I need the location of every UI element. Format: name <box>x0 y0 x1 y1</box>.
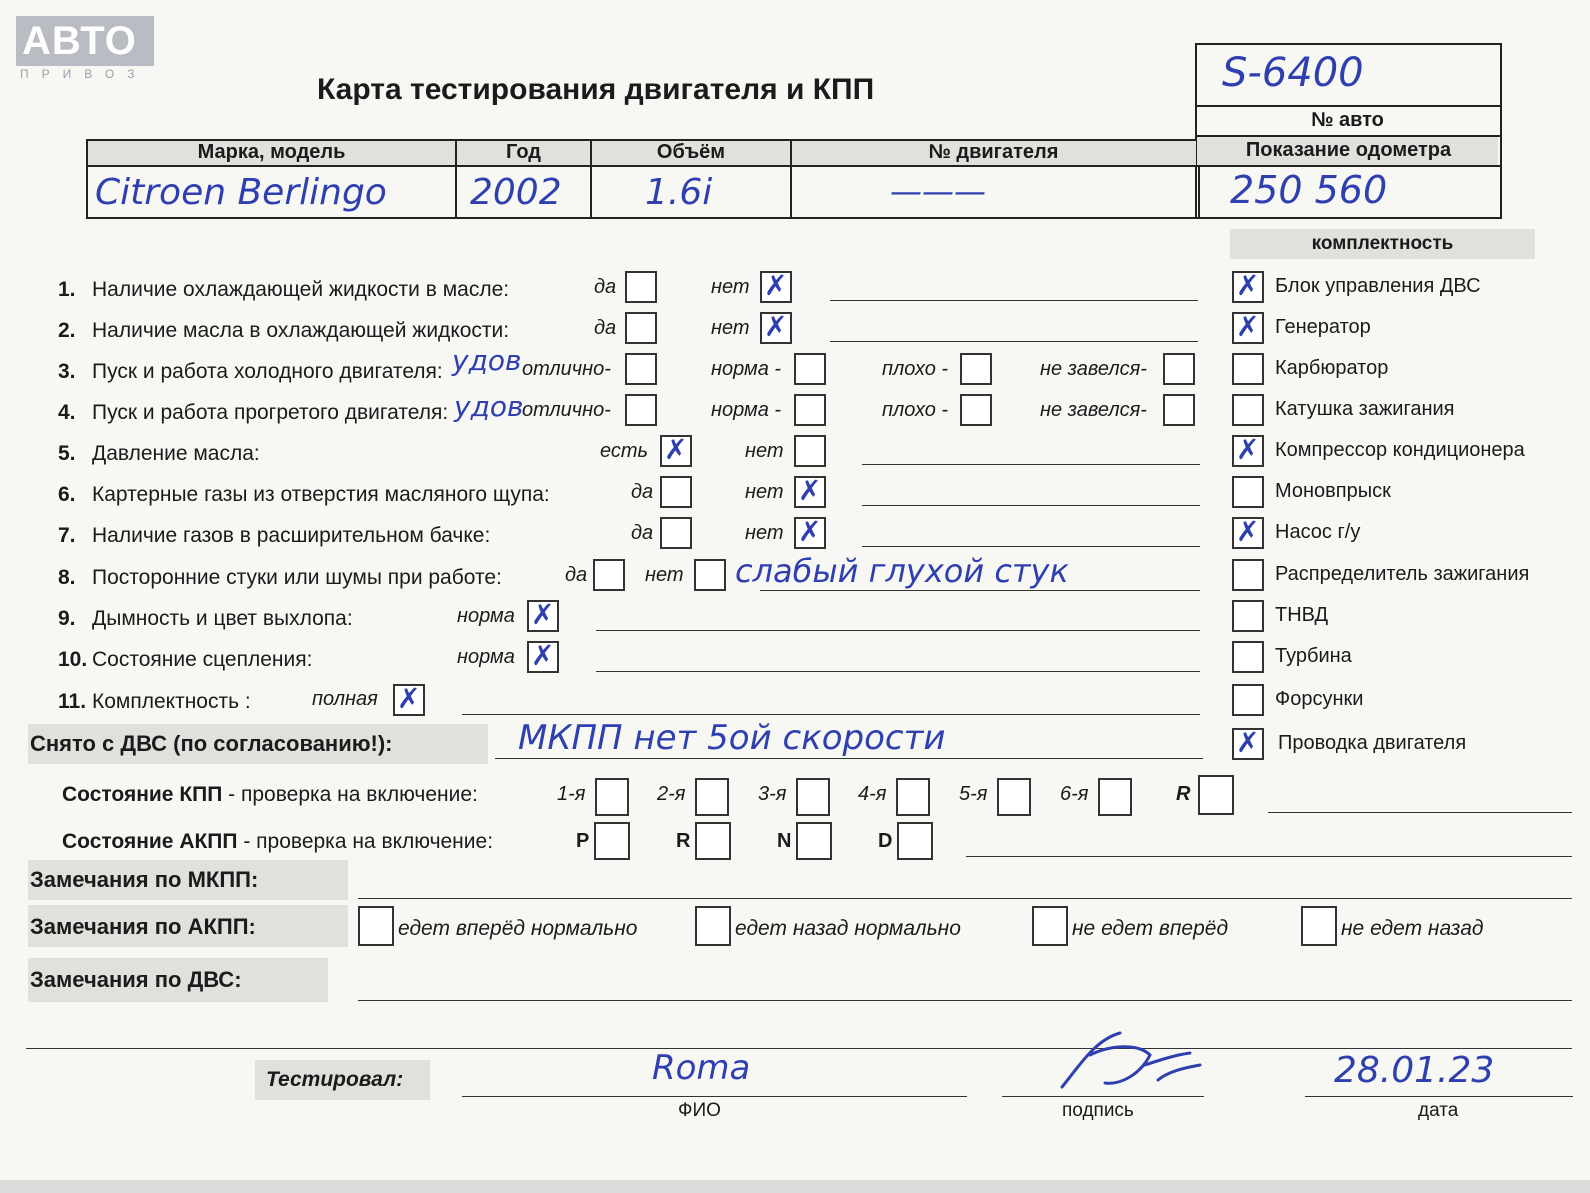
kpp-gear-5-checkbox[interactable] <box>997 778 1031 816</box>
item-11-full-label: полная <box>312 688 378 710</box>
kit-checkbox-wiring[interactable]: ✗ <box>1232 728 1264 760</box>
item-3-nostart-checkbox[interactable] <box>1163 353 1195 385</box>
item-7-no-checkbox[interactable]: ✗ <box>794 517 826 549</box>
item-6-yes-label: да <box>631 481 654 503</box>
item-4-excellent-checkbox[interactable] <box>625 394 657 426</box>
auto-number-value: S-6400 <box>1222 50 1364 96</box>
item-11-number: 11. <box>58 690 87 713</box>
item-2-yes-label: да <box>594 317 617 339</box>
make-model-value: Citroen Berlingo <box>95 172 387 213</box>
item-10-text: Состояние сцепления: <box>92 648 313 671</box>
kit-checkbox-distributor[interactable] <box>1232 559 1264 591</box>
kpp-gear-4-label: 4-я <box>858 783 887 805</box>
item-3-note: удов <box>452 344 522 377</box>
item-4-normal-label: норма - <box>711 399 782 421</box>
item-6-yes-checkbox[interactable] <box>660 476 692 508</box>
odometer-value: 250 560 <box>1230 168 1388 212</box>
kit-checkbox-carburetor[interactable] <box>1232 353 1264 385</box>
col-volume: Объём <box>656 141 726 163</box>
volume-value: 1.6i <box>645 172 713 213</box>
kit-checkbox-generator[interactable]: ✗ <box>1232 312 1264 344</box>
item-8-note: слабый глухой стук <box>735 552 1069 590</box>
item-6-no-checkbox[interactable]: ✗ <box>794 476 826 508</box>
item-4-nostart-checkbox[interactable] <box>1163 394 1195 426</box>
akpp-n-checkbox[interactable] <box>796 822 832 860</box>
kpp-gear-5-label: 5-я <box>959 783 988 805</box>
remarks-dvs-label: Замечания по ДВС: <box>30 967 242 992</box>
item-8-text: Посторонние стуки или шумы при работе: <box>92 566 502 589</box>
kit-label-ignition-coil: Катушка зажигания <box>1275 398 1455 420</box>
kit-checkbox-power-steering-pump[interactable]: ✗ <box>1232 517 1264 549</box>
item-2-yes-checkbox[interactable] <box>625 312 657 344</box>
kit-label-injection-pump: ТНВД <box>1275 604 1329 626</box>
remarks-mkpp-label: Замечания по МКПП: <box>30 867 259 892</box>
akpp-p-checkbox[interactable] <box>594 822 630 860</box>
kit-label-turbine: Турбина <box>1275 645 1352 667</box>
kpp-gear-r-checkbox[interactable] <box>1198 775 1234 815</box>
item-2-text: Наличие масла в охлаждающей жидкости: <box>92 319 510 342</box>
item-9-text: Дымность и цвет выхлопа: <box>92 607 353 630</box>
item-7-number: 7. <box>58 524 76 547</box>
akpp-label: Состояние АКПП - проверка на включение: <box>62 830 494 853</box>
item-7-yes-label: да <box>631 522 654 544</box>
kpp-gear-1-checkbox[interactable] <box>595 778 629 816</box>
item-8-no-checkbox[interactable] <box>694 559 726 591</box>
item-8-number: 8. <box>58 566 76 589</box>
kpp-gear-3-label: 3-я <box>758 783 787 805</box>
akpp-r-label: R <box>676 830 691 852</box>
item-3-number: 3. <box>58 360 76 383</box>
kpp-gear-2-checkbox[interactable] <box>695 778 729 816</box>
item-3-nostart-label: не завелся- <box>1040 358 1147 380</box>
kpp-gear-3-checkbox[interactable] <box>796 778 830 816</box>
col-make-model: Марка, модель <box>197 141 346 163</box>
akpp-r-checkbox[interactable] <box>695 822 731 860</box>
kit-checkbox-injection-pump[interactable] <box>1232 600 1264 632</box>
item-1-yes-label: да <box>594 276 617 298</box>
akpp-no-reverse-checkbox[interactable] <box>1301 906 1337 946</box>
kpp-gear-2-label: 2-я <box>657 783 686 805</box>
item-5-no-label: нет <box>745 440 784 462</box>
item-3-bad-checkbox[interactable] <box>960 353 992 385</box>
akpp-reverse-ok-label: едет назад нормально <box>735 917 961 940</box>
item-10-normal-checkbox[interactable]: ✗ <box>527 641 559 673</box>
item-3-excellent-checkbox[interactable] <box>625 353 657 385</box>
item-1-yes-checkbox[interactable] <box>625 271 657 303</box>
removed-value: МКПП нет 5ой скорости <box>518 718 946 758</box>
kit-checkbox-ignition-coil[interactable] <box>1232 394 1264 426</box>
item-4-nostart-label: не завелся- <box>1040 399 1147 421</box>
akpp-p-label: P <box>576 830 590 852</box>
kpp-gear-1-label: 1-я <box>557 783 586 805</box>
akpp-no-forward-checkbox[interactable] <box>1032 906 1068 946</box>
logo-subtitle: ПРИВОЗ <box>20 67 148 81</box>
kit-label-ac-compressor: Компрессор кондиционера <box>1275 439 1525 461</box>
item-4-number: 4. <box>58 401 76 424</box>
item-5-no-checkbox[interactable] <box>794 435 826 467</box>
akpp-d-checkbox[interactable] <box>897 822 933 860</box>
item-7-no-label: нет <box>745 522 784 544</box>
akpp-no-reverse-label: не едет назад <box>1341 917 1484 940</box>
tester-name-value: Roma <box>652 1048 751 1088</box>
year-value: 2002 <box>470 172 562 213</box>
signature-caption: подпись <box>1062 1100 1134 1121</box>
date-caption: дата <box>1418 1100 1459 1121</box>
kpp-gear-6-label: 6-я <box>1060 783 1089 805</box>
item-8-yes-checkbox[interactable] <box>593 559 625 591</box>
item-1-text: Наличие охлаждающей жидкости в масле: <box>92 278 510 301</box>
kit-label-mono-injection: Моновпрыск <box>1275 480 1391 502</box>
kit-label-wiring: Проводка двигателя <box>1278 732 1467 754</box>
akpp-forward-ok-checkbox[interactable] <box>358 906 394 946</box>
col-year: Год <box>506 141 541 163</box>
akpp-n-label: N <box>777 830 792 852</box>
kit-checkbox-ac-compressor[interactable]: ✗ <box>1232 435 1264 467</box>
item-3-excellent-label: отлично- <box>522 358 611 380</box>
item-3-normal-label: норма - <box>711 358 782 380</box>
item-4-text: Пуск и работа прогретого двигателя: <box>92 401 449 424</box>
kit-label-distributor: Распределитель зажигания <box>1275 563 1530 585</box>
item-8-yes-label: да <box>565 564 588 586</box>
item-6-text: Картерные газы из отверстия масляного щупа: <box>92 483 550 506</box>
item-11-text: Комплектность : <box>92 690 251 713</box>
akpp-reverse-ok-checkbox[interactable] <box>695 906 731 946</box>
kit-label-injectors: Форсунки <box>1275 688 1364 710</box>
item-5-yes-checkbox[interactable]: ✗ <box>660 435 692 467</box>
page-title: Карта тестирования двигателя и КПП <box>317 73 875 106</box>
item-4-bad-label: плохо - <box>882 399 949 421</box>
fio-caption: ФИО <box>678 1100 721 1121</box>
item-9-normal-label: норма <box>457 605 515 627</box>
item-5-yes-label: есть <box>600 440 649 462</box>
item-8-no-label: нет <box>645 564 684 586</box>
kit-checkbox-turbine[interactable] <box>1232 641 1264 673</box>
item-1-no-label: нет <box>711 276 750 298</box>
item-2-number: 2. <box>58 319 76 342</box>
engine-number-value: ——— <box>890 172 986 210</box>
item-4-bad-checkbox[interactable] <box>960 394 992 426</box>
kpp-gear-6-checkbox[interactable] <box>1098 778 1132 816</box>
akpp-no-forward-label: не едет вперёд <box>1072 917 1229 940</box>
item-11-full-checkbox[interactable]: ✗ <box>393 684 425 716</box>
item-1-no-checkbox[interactable]: ✗ <box>760 271 792 303</box>
kit-label-ecu: Блок управления ДВС <box>1275 275 1481 297</box>
item-4-note: удов <box>454 390 524 423</box>
item-3-normal-checkbox[interactable] <box>794 353 826 385</box>
item-2-no-checkbox[interactable]: ✗ <box>760 312 792 344</box>
tested-by-label: Тестировал: <box>266 1068 404 1091</box>
col-engine-number: № двигателя <box>928 141 1059 163</box>
col-odometer: Показание одометра <box>1245 139 1452 161</box>
item-2-no-label: нет <box>711 317 750 339</box>
kit-title: комплектность <box>1311 233 1454 254</box>
item-10-number: 10. <box>58 648 88 671</box>
kit-checkbox-injectors[interactable] <box>1232 684 1264 716</box>
item-4-normal-checkbox[interactable] <box>794 394 826 426</box>
item-1-number: 1. <box>58 278 76 301</box>
item-4-excellent-label: отлично- <box>522 399 611 421</box>
auto-number-label: № авто <box>1311 109 1384 131</box>
item-9-normal-checkbox[interactable]: ✗ <box>527 600 559 632</box>
signature-image <box>1050 1025 1210 1100</box>
kit-checkbox-ecu[interactable]: ✗ <box>1232 271 1264 303</box>
kit-label-generator: Генератор <box>1275 316 1371 338</box>
removed-label: Снято с ДВС (по согласованию!): <box>30 731 393 756</box>
akpp-d-label: D <box>878 830 893 852</box>
logo: АВТО <box>16 16 154 66</box>
kpp-gear-4-checkbox[interactable] <box>896 778 930 816</box>
kit-checkbox-mono-injection[interactable] <box>1232 476 1264 508</box>
item-3-bad-label: плохо - <box>882 358 949 380</box>
item-7-yes-checkbox[interactable] <box>660 517 692 549</box>
item-5-text: Давление масла: <box>92 442 260 465</box>
date-value: 28.01.23 <box>1334 1050 1495 1091</box>
item-9-number: 9. <box>58 607 76 630</box>
item-6-number: 6. <box>58 483 76 506</box>
kit-label-power-steering-pump: Насос г/у <box>1275 521 1361 543</box>
kit-label-carburetor: Карбюратор <box>1275 357 1389 379</box>
item-7-text: Наличие газов в расширительном бачке: <box>92 524 491 547</box>
item-10-normal-label: норма <box>457 646 515 668</box>
remarks-akpp-label: Замечания по АКПП: <box>30 914 256 939</box>
item-6-no-label: нет <box>745 481 784 503</box>
item-5-number: 5. <box>58 442 76 465</box>
item-3-text: Пуск и работа холодного двигателя: <box>92 360 443 383</box>
kpp-label: Состояние КПП - проверка на включение: <box>62 783 478 806</box>
kpp-gear-r-label: R <box>1176 783 1191 805</box>
akpp-forward-ok-label: едет вперёд нормально <box>398 917 638 940</box>
